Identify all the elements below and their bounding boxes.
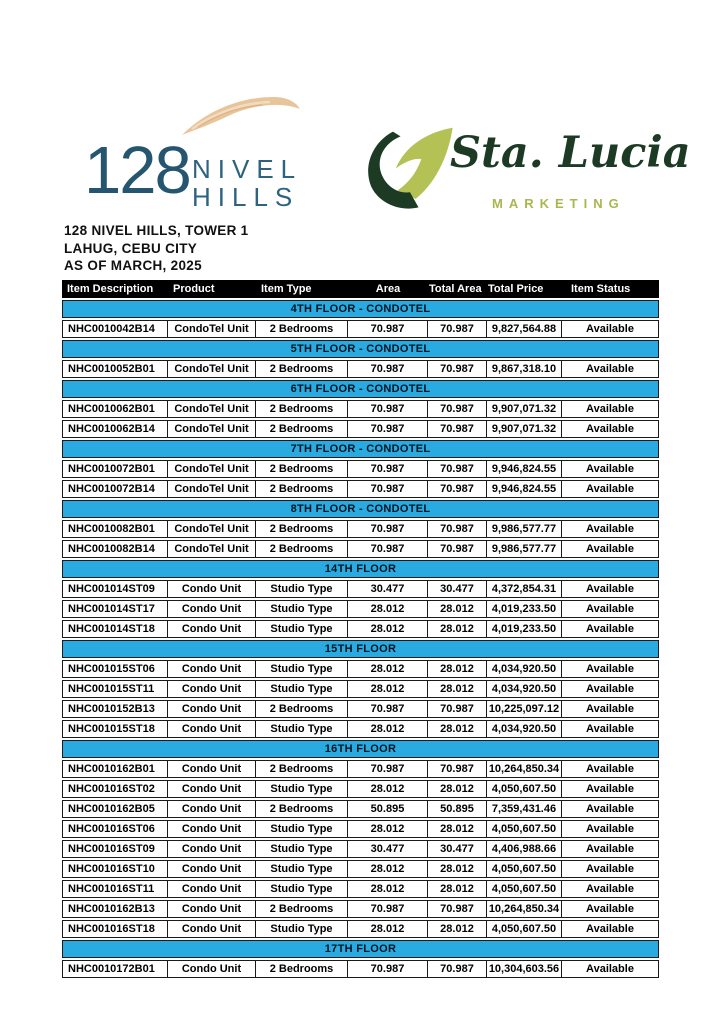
total-area-cell: 28.012 xyxy=(428,780,487,798)
total-price-cell: 10,304,603.56 xyxy=(487,960,562,978)
item-status-cell: Available xyxy=(562,680,659,698)
product-cell: Condo Unit xyxy=(168,840,256,858)
item-description-cell: NHC001015ST11 xyxy=(62,680,168,698)
item-type-cell: 2 Bedrooms xyxy=(256,900,348,918)
product-cell: Condo Unit xyxy=(168,700,256,718)
sta-lucia-logo xyxy=(362,120,691,220)
total-area-cell: 70.987 xyxy=(428,960,487,978)
item-description-cell: NHC0010082B01 xyxy=(62,520,168,538)
item-type-cell: 2 Bedrooms xyxy=(256,700,348,718)
area-cell: 28.012 xyxy=(348,920,428,938)
table-row xyxy=(62,420,659,438)
document-title-block xyxy=(64,222,249,275)
total-area-cell: 50.895 xyxy=(428,800,487,818)
item-description-cell: NHC001014ST18 xyxy=(62,620,168,638)
floor-band-label: 4TH FLOOR - CONDOTEL xyxy=(62,300,659,318)
item-status-cell: Available xyxy=(562,900,659,918)
total-area-cell: 28.012 xyxy=(428,600,487,618)
area-cell: 28.012 xyxy=(348,780,428,798)
total-price-cell: 9,907,071.32 xyxy=(487,420,562,438)
item-description-cell: NHC0010172B01 xyxy=(62,960,168,978)
floor-section-row xyxy=(62,640,659,658)
floor-section-row xyxy=(62,340,659,358)
floor-band-label: 17TH FLOOR xyxy=(62,940,659,958)
item-status-cell: Available xyxy=(562,840,659,858)
logo-wordmark xyxy=(192,155,302,211)
item-description-cell: NHC0010162B13 xyxy=(62,900,168,918)
item-type-cell: 2 Bedrooms xyxy=(256,760,348,778)
item-type-cell: Studio Type xyxy=(256,660,348,678)
area-cell: 28.012 xyxy=(348,600,428,618)
product-cell: Condo Unit xyxy=(168,760,256,778)
item-status-cell: Available xyxy=(562,820,659,838)
floor-section-row xyxy=(62,300,659,318)
floor-band-label: 5TH FLOOR - CONDOTEL xyxy=(62,340,659,358)
item-status-cell: Available xyxy=(562,360,659,378)
total-price-cell: 10,225,097.12 xyxy=(487,700,562,718)
product-cell: Condo Unit xyxy=(168,960,256,978)
item-type-cell: Studio Type xyxy=(256,600,348,618)
item-description-cell: NHC001015ST06 xyxy=(62,660,168,678)
table-header-row xyxy=(62,280,659,298)
column-header-item-description: Item Description xyxy=(62,280,168,298)
column-header-item-status: Item Status xyxy=(562,280,659,298)
item-status-cell: Available xyxy=(562,700,659,718)
area-cell: 70.987 xyxy=(348,960,428,978)
floor-band-label: 15TH FLOOR xyxy=(62,640,659,658)
floor-section-row xyxy=(62,940,659,958)
item-status-cell: Available xyxy=(562,460,659,478)
total-price-cell: 4,050,607.50 xyxy=(487,860,562,878)
area-cell: 70.987 xyxy=(348,520,428,538)
item-type-cell: 2 Bedrooms xyxy=(256,460,348,478)
table-row xyxy=(62,760,659,778)
total-price-cell: 4,034,920.50 xyxy=(487,660,562,678)
item-type-cell: 2 Bedrooms xyxy=(256,400,348,418)
total-area-cell: 28.012 xyxy=(428,660,487,678)
floor-section-row xyxy=(62,380,659,398)
as-of-date: AS OF MARCH, 2025 xyxy=(64,258,202,273)
item-description-cell: NHC0010082B14 xyxy=(62,540,168,558)
item-description-cell: NHC001016ST11 xyxy=(62,880,168,898)
total-area-cell: 70.987 xyxy=(428,480,487,498)
item-status-cell: Available xyxy=(562,480,659,498)
total-area-cell: 28.012 xyxy=(428,880,487,898)
item-status-cell: Available xyxy=(562,320,659,338)
total-price-cell: 9,827,564.88 xyxy=(487,320,562,338)
item-description-cell: NHC0010152B13 xyxy=(62,700,168,718)
floor-section-row xyxy=(62,560,659,578)
item-type-cell: 2 Bedrooms xyxy=(256,320,348,338)
total-price-cell: 9,946,824.55 xyxy=(487,460,562,478)
total-price-cell: 4,050,607.50 xyxy=(487,780,562,798)
total-price-cell: 10,264,850.34 xyxy=(487,900,562,918)
total-area-cell: 28.012 xyxy=(428,860,487,878)
area-cell: 28.012 xyxy=(348,680,428,698)
total-area-cell: 70.987 xyxy=(428,700,487,718)
total-area-cell: 70.987 xyxy=(428,420,487,438)
item-type-cell: Studio Type xyxy=(256,780,348,798)
product-cell: Condo Unit xyxy=(168,860,256,878)
area-cell: 30.477 xyxy=(348,840,428,858)
item-type-cell: 2 Bedrooms xyxy=(256,960,348,978)
brush-stroke-icon xyxy=(182,93,302,139)
total-price-cell: 9,986,577.77 xyxy=(487,520,562,538)
product-cell: CondoTel Unit xyxy=(168,540,256,558)
table-row xyxy=(62,680,659,698)
area-cell: 70.987 xyxy=(348,700,428,718)
floor-band-label: 6TH FLOOR - CONDOTEL xyxy=(62,380,659,398)
column-header-product: Product xyxy=(168,280,256,298)
table-row xyxy=(62,660,659,678)
total-price-cell: 4,019,233.50 xyxy=(487,620,562,638)
item-description-cell: NHC001016ST10 xyxy=(62,860,168,878)
product-cell: CondoTel Unit xyxy=(168,480,256,498)
total-price-cell: 4,034,920.50 xyxy=(487,680,562,698)
area-cell: 70.987 xyxy=(348,320,428,338)
total-price-cell: 7,359,431.46 xyxy=(487,800,562,818)
table-row xyxy=(62,820,659,838)
table-row xyxy=(62,600,659,618)
total-price-cell: 4,019,233.50 xyxy=(487,600,562,618)
item-description-cell: NHC0010062B14 xyxy=(62,420,168,438)
product-cell: CondoTel Unit xyxy=(168,520,256,538)
item-type-cell: 2 Bedrooms xyxy=(256,800,348,818)
total-area-cell: 70.987 xyxy=(428,520,487,538)
total-area-cell: 28.012 xyxy=(428,720,487,738)
item-status-cell: Available xyxy=(562,520,659,538)
item-type-cell: Studio Type xyxy=(256,580,348,598)
item-description-cell: NHC001014ST09 xyxy=(62,580,168,598)
area-cell: 70.987 xyxy=(348,480,428,498)
table-row xyxy=(62,520,659,538)
item-status-cell: Available xyxy=(562,720,659,738)
floor-band-label: 14TH FLOOR xyxy=(62,560,659,578)
area-cell: 70.987 xyxy=(348,420,428,438)
table-row xyxy=(62,860,659,878)
item-type-cell: 2 Bedrooms xyxy=(256,540,348,558)
area-cell: 28.012 xyxy=(348,860,428,878)
project-location: LAHUG, CEBU CITY xyxy=(64,240,198,256)
product-cell: Condo Unit xyxy=(168,600,256,618)
total-price-cell: 4,034,920.50 xyxy=(487,720,562,738)
floor-band-label: 7TH FLOOR - CONDOTEL xyxy=(62,440,659,458)
product-cell: CondoTel Unit xyxy=(168,320,256,338)
item-type-cell: 2 Bedrooms xyxy=(256,520,348,538)
area-cell: 50.895 xyxy=(348,800,428,818)
item-status-cell: Available xyxy=(562,420,659,438)
area-cell: 28.012 xyxy=(348,820,428,838)
item-description-cell: NHC001014ST17 xyxy=(62,600,168,618)
item-status-cell: Available xyxy=(562,800,659,818)
product-cell: Condo Unit xyxy=(168,880,256,898)
area-cell: 28.012 xyxy=(348,620,428,638)
sta-lucia-script-text: Sta. Lucia xyxy=(450,128,691,178)
column-header-item-type: Item Type xyxy=(256,280,348,298)
table-row xyxy=(62,900,659,918)
total-area-cell: 70.987 xyxy=(428,760,487,778)
item-description-cell: NHC001016ST06 xyxy=(62,820,168,838)
total-area-cell: 28.012 xyxy=(428,920,487,938)
product-cell: Condo Unit xyxy=(168,780,256,798)
product-cell: CondoTel Unit xyxy=(168,420,256,438)
floor-section-row xyxy=(62,440,659,458)
table-row xyxy=(62,720,659,738)
table-row xyxy=(62,460,659,478)
sta-lucia-marketing-text: MARKETING xyxy=(492,196,625,211)
product-cell: CondoTel Unit xyxy=(168,400,256,418)
area-cell: 70.987 xyxy=(348,900,428,918)
table-row xyxy=(62,320,659,338)
item-type-cell: Studio Type xyxy=(256,880,348,898)
column-header-total-area: Total Area xyxy=(428,280,487,298)
product-cell: Condo Unit xyxy=(168,900,256,918)
item-type-cell: 2 Bedrooms xyxy=(256,480,348,498)
product-cell: Condo Unit xyxy=(168,660,256,678)
total-price-cell: 9,946,824.55 xyxy=(487,480,562,498)
item-status-cell: Available xyxy=(562,760,659,778)
area-cell: 70.987 xyxy=(348,360,428,378)
floor-section-row xyxy=(62,740,659,758)
item-type-cell: Studio Type xyxy=(256,820,348,838)
total-price-cell: 4,050,607.50 xyxy=(487,920,562,938)
area-cell: 70.987 xyxy=(348,400,428,418)
logo-word-nivel: NIVEL xyxy=(192,154,303,184)
table-row xyxy=(62,920,659,938)
item-status-cell: Available xyxy=(562,600,659,618)
project-title: 128 NIVEL HILLS, TOWER 1 xyxy=(64,223,249,238)
item-description-cell: NHC0010052B01 xyxy=(62,360,168,378)
item-status-cell: Available xyxy=(562,960,659,978)
total-area-cell: 30.477 xyxy=(428,840,487,858)
total-price-cell: 9,986,577.77 xyxy=(487,540,562,558)
item-status-cell: Available xyxy=(562,780,659,798)
item-description-cell: NHC0010062B01 xyxy=(62,400,168,418)
table-row xyxy=(62,480,659,498)
item-type-cell: 2 Bedrooms xyxy=(256,360,348,378)
area-cell: 70.987 xyxy=(348,460,428,478)
item-status-cell: Available xyxy=(562,580,659,598)
total-price-cell: 10,264,850.34 xyxy=(487,760,562,778)
table-row xyxy=(62,620,659,638)
item-description-cell: NHC0010162B05 xyxy=(62,800,168,818)
product-cell: Condo Unit xyxy=(168,800,256,818)
table-row xyxy=(62,840,659,858)
product-cell: Condo Unit xyxy=(168,720,256,738)
item-status-cell: Available xyxy=(562,660,659,678)
logo-number: 128 xyxy=(84,133,190,208)
floor-band-label: 16TH FLOOR xyxy=(62,740,659,758)
total-area-cell: 70.987 xyxy=(428,900,487,918)
area-cell: 28.012 xyxy=(348,880,428,898)
product-cell: Condo Unit xyxy=(168,920,256,938)
item-description-cell: NHC001016ST18 xyxy=(62,920,168,938)
table-row xyxy=(62,800,659,818)
table-body xyxy=(62,300,659,978)
area-cell: 28.012 xyxy=(348,660,428,678)
floor-band-label: 8TH FLOOR - CONDOTEL xyxy=(62,500,659,518)
total-price-cell: 4,050,607.50 xyxy=(487,820,562,838)
total-area-cell: 28.012 xyxy=(428,820,487,838)
item-status-cell: Available xyxy=(562,860,659,878)
product-cell: CondoTel Unit xyxy=(168,360,256,378)
nivel-hills-logo xyxy=(84,93,316,217)
item-description-cell: NHC001016ST02 xyxy=(62,780,168,798)
column-header-total-price: Total Price xyxy=(487,280,562,298)
sta-lucia-swoosh-icon xyxy=(362,124,458,214)
item-description-cell: NHC0010072B01 xyxy=(62,460,168,478)
total-price-cell: 4,406,988.66 xyxy=(487,840,562,858)
total-area-cell: 70.987 xyxy=(428,360,487,378)
column-header-area: Area xyxy=(348,280,428,298)
product-cell: Condo Unit xyxy=(168,680,256,698)
area-cell: 70.987 xyxy=(348,540,428,558)
total-price-cell: 9,867,318.10 xyxy=(487,360,562,378)
item-status-cell: Available xyxy=(562,620,659,638)
item-description-cell: NHC0010072B14 xyxy=(62,480,168,498)
total-area-cell: 70.987 xyxy=(428,540,487,558)
table-row xyxy=(62,700,659,718)
area-cell: 30.477 xyxy=(348,580,428,598)
item-type-cell: Studio Type xyxy=(256,840,348,858)
product-cell: Condo Unit xyxy=(168,620,256,638)
item-type-cell: Studio Type xyxy=(256,920,348,938)
logo-word-hills: HILLS xyxy=(192,182,300,212)
table-row xyxy=(62,880,659,898)
item-type-cell: Studio Type xyxy=(256,720,348,738)
item-description-cell: NHC0010042B14 xyxy=(62,320,168,338)
item-type-cell: 2 Bedrooms xyxy=(256,420,348,438)
table-row xyxy=(62,400,659,418)
total-area-cell: 70.987 xyxy=(428,400,487,418)
table-row xyxy=(62,360,659,378)
item-type-cell: Studio Type xyxy=(256,620,348,638)
availability-table xyxy=(62,278,659,980)
total-area-cell: 28.012 xyxy=(428,680,487,698)
item-description-cell: NHC001016ST09 xyxy=(62,840,168,858)
item-status-cell: Available xyxy=(562,400,659,418)
item-type-cell: Studio Type xyxy=(256,680,348,698)
total-price-cell: 4,372,854.31 xyxy=(487,580,562,598)
area-cell: 70.987 xyxy=(348,760,428,778)
item-status-cell: Available xyxy=(562,540,659,558)
product-cell: Condo Unit xyxy=(168,820,256,838)
total-area-cell: 28.012 xyxy=(428,620,487,638)
item-status-cell: Available xyxy=(562,880,659,898)
product-cell: Condo Unit xyxy=(168,580,256,598)
item-description-cell: NHC001015ST18 xyxy=(62,720,168,738)
item-description-cell: NHC0010162B01 xyxy=(62,760,168,778)
total-price-cell: 4,050,607.50 xyxy=(487,880,562,898)
product-cell: CondoTel Unit xyxy=(168,460,256,478)
total-area-cell: 30.477 xyxy=(428,580,487,598)
item-status-cell: Available xyxy=(562,920,659,938)
table-row xyxy=(62,580,659,598)
table-row xyxy=(62,540,659,558)
floor-section-row xyxy=(62,500,659,518)
table-row xyxy=(62,960,659,978)
area-cell: 28.012 xyxy=(348,720,428,738)
table-row xyxy=(62,780,659,798)
total-area-cell: 70.987 xyxy=(428,460,487,478)
item-type-cell: Studio Type xyxy=(256,860,348,878)
total-price-cell: 9,907,071.32 xyxy=(487,400,562,418)
total-area-cell: 70.987 xyxy=(428,320,487,338)
